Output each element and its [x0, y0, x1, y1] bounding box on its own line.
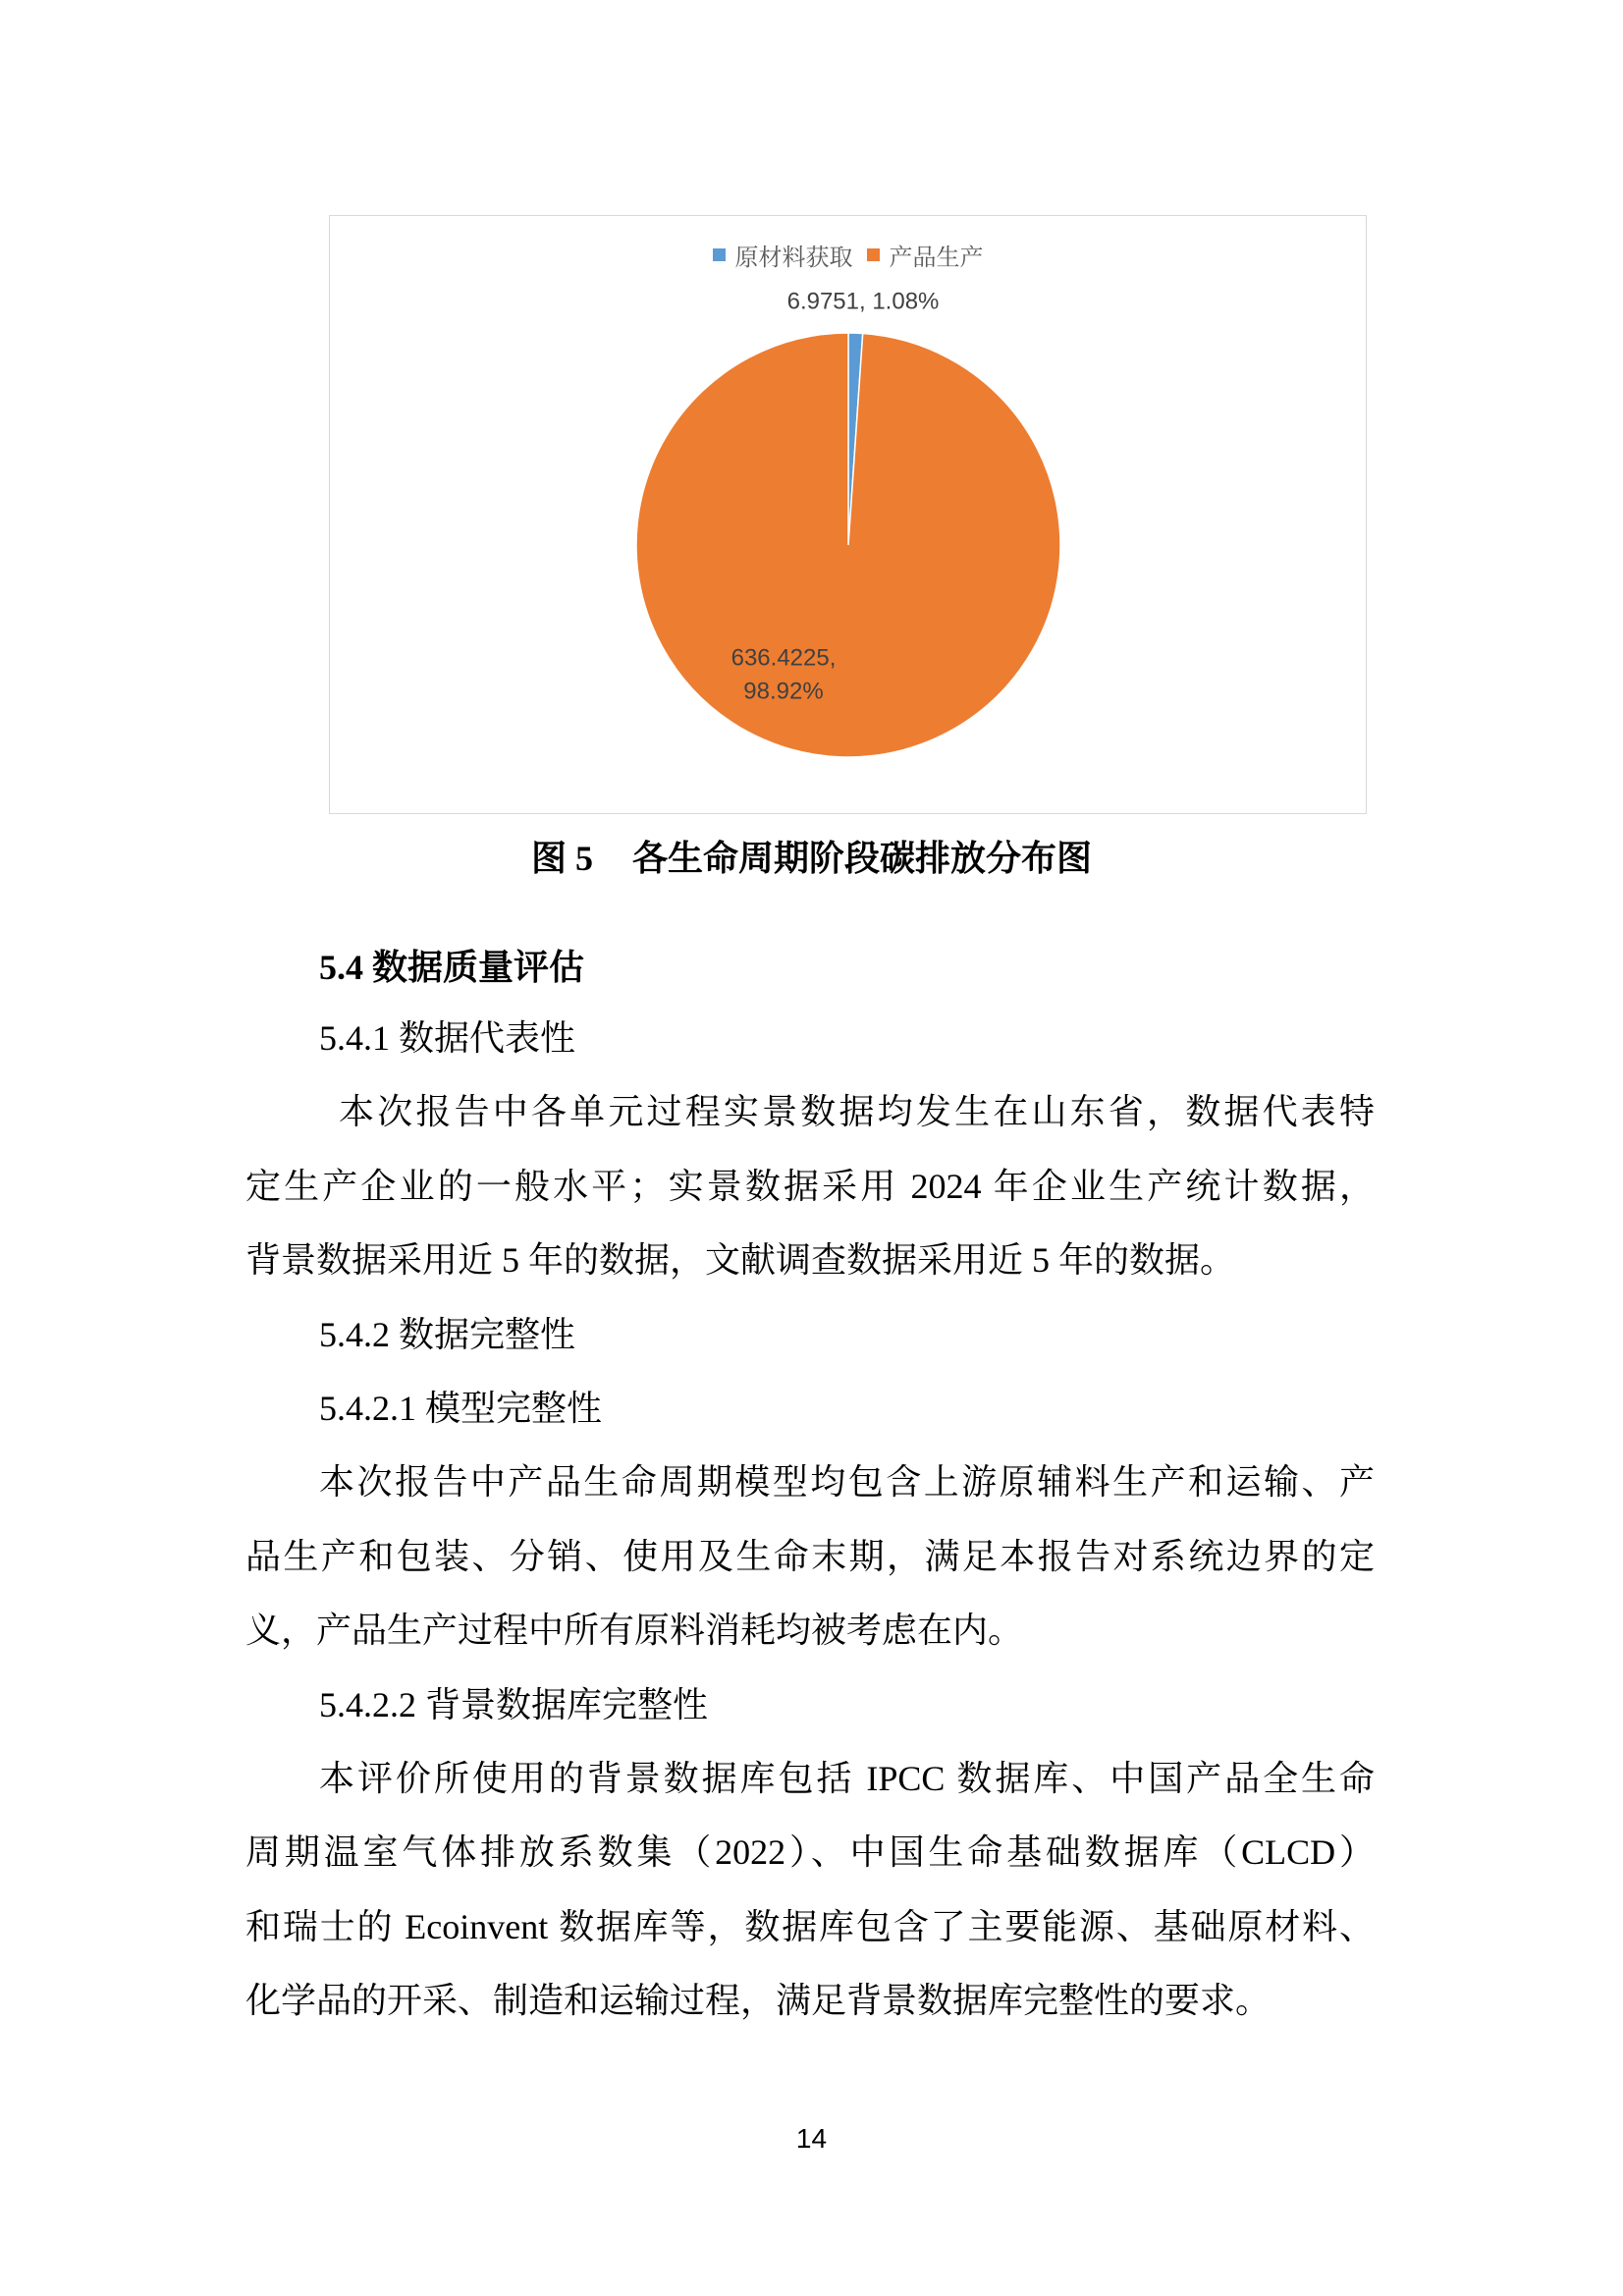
legend-label-raw-material: 原材料获取	[734, 245, 853, 271]
subsection-heading-completeness: 5.4.2 数据完整性	[319, 1314, 576, 1354]
legend-swatch-product-production	[867, 248, 880, 261]
paragraph-line: 周期温室气体排放系数集（2022）、中国生命基础数据库（CLCD）	[245, 1832, 1375, 1873]
figure-title: 各生命周期阶段碳排放分布图	[632, 839, 1093, 878]
paragraph-line: 义，产品生产过程中所有原料消耗均被考虑在内。	[245, 1611, 1024, 1651]
pie-chart	[329, 215, 1367, 814]
paragraph-line: 本次报告中各单元过程实景数据均发生在山东省，数据代表特	[339, 1092, 1375, 1132]
figure-caption	[0, 822, 1623, 895]
paragraph-line: 本评价所使用的背景数据库包括 IPCC 数据库、中国产品全生命	[319, 1758, 1375, 1798]
data-label-raw-material: 6.9751, 1.08%	[786, 288, 940, 315]
section-5-4	[245, 933, 1375, 2038]
figure-number: 图 5	[530, 839, 593, 878]
legend-item-raw-material	[713, 238, 853, 272]
paragraph-line: 本次报告中产品生命周期模型均包含上游原辅料生产和运输、产	[319, 1462, 1375, 1503]
legend-swatch-raw-material	[713, 248, 726, 261]
paragraph-line: 化学品的开采、制造和运输过程，满足背景数据库完整性的要求。	[245, 1981, 1271, 2021]
paragraph-line: 背景数据采用近 5 年的数据，文献调查数据采用近 5 年的数据。	[245, 1240, 1236, 1281]
pie-slice-product-production	[636, 333, 1060, 757]
subsection-heading-database-completeness: 5.4.2.2 背景数据库完整性	[319, 1684, 709, 1724]
legend-item-product-production	[867, 238, 984, 272]
subsection-heading-model-completeness: 5.4.2.1 模型完整性	[319, 1388, 603, 1428]
pie-chart-canvas	[330, 216, 1366, 813]
data-label-product-production: 636.4225,	[730, 644, 837, 672]
data-label-product-production: 98.92%	[743, 678, 824, 705]
paragraph-line: 定生产企业的一般水平；实景数据采用 2024 年企业生产统计数据，	[245, 1166, 1375, 1206]
paragraph-line: 和瑞士的 Ecoinvent 数据库等，数据库包含了主要能源、基础原材料、	[245, 1906, 1375, 1946]
legend-label-product-production: 产品生产	[889, 245, 984, 271]
subsection-heading-representativeness: 5.4.1 数据代表性	[319, 1018, 576, 1058]
paragraph-line: 品生产和包装、分销、使用及生命末期，满足本报告对系统边界的定	[245, 1536, 1375, 1576]
chart-legend	[330, 242, 1366, 271]
page-number: 14	[795, 2123, 828, 2154]
section-heading: 5.4 数据质量评估	[319, 948, 585, 987]
